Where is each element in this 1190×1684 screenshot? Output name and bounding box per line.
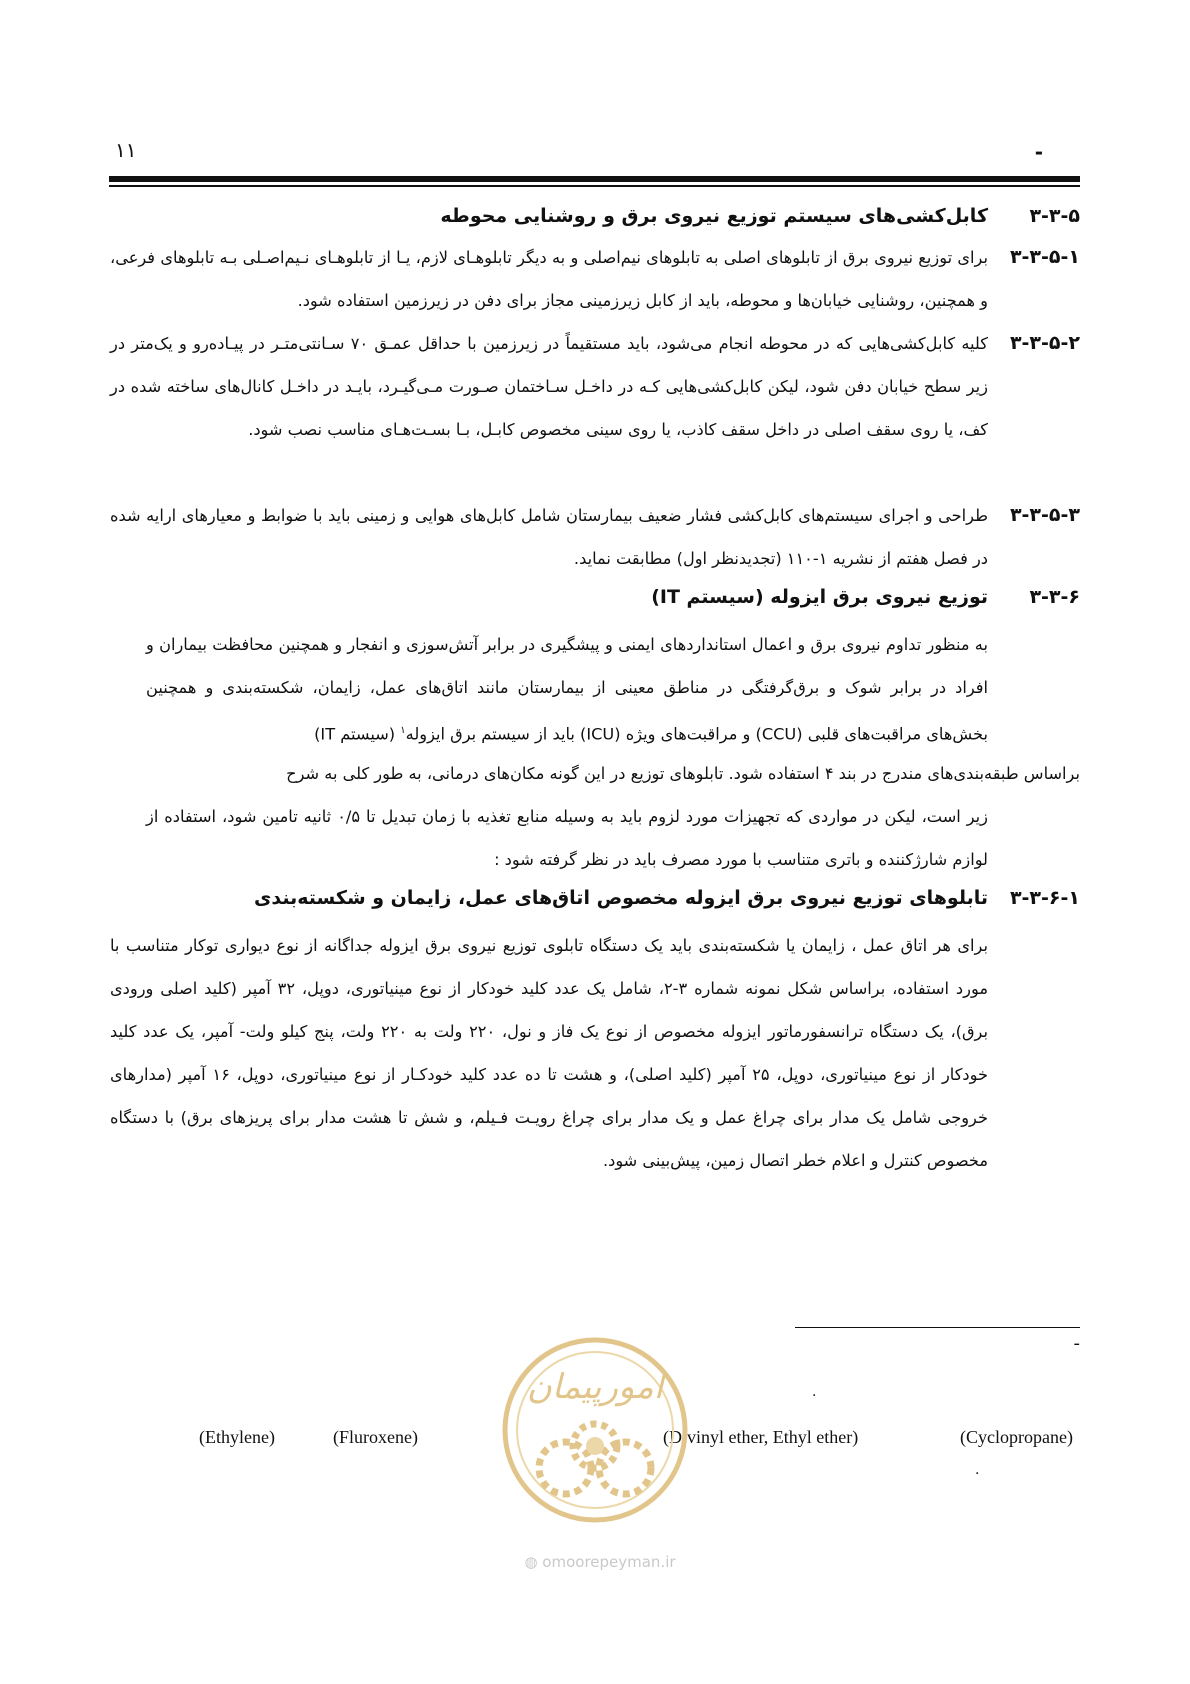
body-text: برای هر اتاق عمل ، زایمان یا شکسته‌بندی باید یک دستگاه تابلوی توزیع نیروی برق ایزوله جداگانه از نوع دیواری توکار متناسب با مورد استفاده، براساس شکل نمونه شماره ۳-۲، شامل یک عدد کلید خودکار از نوع مینیاتوری، دوپل، ۳۲ آمپر (کلید اصلی ورودی برق)، یک دستگاه ترانسفورماتور ایزوله مخصوص از نوع یک فاز و نول، ۲۲۰ ولت به ۲۲۰ ولت، پنج کیلو ولت- آمپر، یک عدد کلید خودکار از نوع مینیاتوری، دوپل، ۲۵ آمپر (کلید اصلی)، و هشت تا ده عدد کلید خودکـار از نوع مینیاتوری، دوپل، ۱۶ آمپر (مدارهای خروجی شامل یک مدار برای چراغ عمل و یک مدار برای چراغ رویـت فـیلم، و شش تا هشت مدار برای پریزهای برق) با دستگاه مخصوص کنترل و اعلام خطر اتصال زمین، پیش‌بینی شود.	[110, 936, 988, 1170]
header-rule-thin	[109, 185, 1080, 187]
section-title: توزیع نیروی برق ایزوله (سیستم IT)	[651, 586, 988, 608]
body-paragraph	[110, 924, 988, 1182]
paragraph-3-3-5-2	[110, 322, 1080, 451]
paragraph-number: ۳-۳-۵-۱	[1009, 246, 1080, 268]
watermark-logo-text: امورپیمان	[526, 1367, 664, 1407]
page-number: ۱۱	[115, 138, 137, 162]
paragraph-number: ۳-۳-۵-۳	[1009, 504, 1080, 526]
intro-text: براساس طبقه‌بندی‌های مندرج در بند ۴ استفاده شود. تابلوهای توزیع در این گونه مکان‌های درمانی، به طور کلی به شرح	[286, 764, 1080, 783]
footnote-rule	[795, 1327, 1080, 1328]
intro-text: به منظور تداوم نیروی برق و اعمال استانداردهای ایمنی و پیشگیری در برابر آتش‌سوزی و انفجار و همچنین محافظت بیماران و افراد در برابر شوک و برق‌گرفتگی در مناطق معینی از بیمارستان مانند اتاق‌های عمل، زایمان، شکسته‌بندی و همچنین بخش‌های مراقبت‌های قلبی (CCU) و مراقبت‌های ویژه (ICU) باید از سیستم برق ایزوله	[146, 635, 988, 744]
watermark-url-text: omoorepeyman.ir	[542, 1553, 676, 1571]
intro-paragraph-wide-line	[110, 752, 1080, 795]
header-dash: -	[1034, 140, 1043, 164]
paragraph-3-3-5-3	[110, 494, 1080, 580]
footnote-ref-fluroxene: (Fluroxene)	[333, 1427, 418, 1447]
intro-paragraph-part2	[146, 795, 988, 881]
footnote-ref-cyclopropane: (Cyclopropane)	[960, 1427, 1073, 1447]
footnote-dash: -	[1073, 1333, 1080, 1354]
paragraph-text: طراحی و اجرای سیستم‌های کابل‌کشی فشار ضعیف بیمارستان شامل کابل‌های هوایی و زمینی باید با ضوابط و معیارهای ارایه شده در فصل هفتم از نشریه ۱-۱۱۰ (تجدیدنظر اول) مطابقت نماید.	[110, 506, 988, 568]
intro-text-it: (سیستم IT)	[314, 724, 396, 744]
intro-paragraph-part1	[146, 623, 988, 755]
section-heading-3-3-6	[110, 580, 1080, 614]
section-number: ۳-۳-۶	[1029, 586, 1080, 608]
footnote-ref-ethylene: (Ethylene)	[199, 1427, 275, 1447]
paragraph-text: کلیه کابل‌کشی‌هایی که در محوطه انجام می‌شود، باید مستقیماً در زیرزمین با حداقل عمـق ۷۰ سـانتی‌متـر در پیـاده‌رو و یک‌متر در زیر سطح خیابان دفن شود، لیکن کابل‌کشی‌هایی کـه در داخـل سـاختمان صـورت مـی‌گیـرد، بایـد در داخـل کانال‌های ساخته شده در کف، یا روی سقف اصلی در داخل سقف کاذب، یا روی سینی مخصوص کابـل، بـا بسـت‌هـای مناسب نصب شود.	[110, 334, 988, 439]
header-rule-thick	[109, 176, 1080, 182]
section-heading-3-3-6-1	[110, 881, 1080, 915]
paragraph-3-3-5-1	[110, 236, 1080, 322]
section-title: کابل‌کشی‌های سیستم توزیع نیروی برق و روشنایی محوطه	[440, 205, 988, 227]
paragraph-number: ۳-۳-۵-۲	[1009, 332, 1080, 354]
section-heading-3-3-5	[110, 199, 1080, 233]
watermark-url: ◍ omoorepeyman.ir	[524, 1553, 676, 1571]
footnote-ref-divinyl-ether: (Divinyl ether, Ethyl ether)	[663, 1427, 859, 1447]
footnote-dot: .	[975, 1462, 980, 1478]
footnote-dot: .	[812, 1384, 817, 1400]
intro-text: زیر است، لیکن در مواردی که تجهیزات مورد لزوم باید به وسیله منابع تغذیه با زمان تبدیل تا ۰/۵ ثانیه تامین شود، استفاده از لوازم شارژکننده و باتری متناسب با مورد مصرف باید در نظر گرفته شود :	[146, 807, 988, 869]
section-title: تابلوهای توزیع نیروی برق ایزوله مخصوص اتاق‌های عمل، زایمان و شکسته‌بندی	[254, 887, 988, 909]
paragraph-text: برای توزیع نیروی برق از تابلوهای اصلی به تابلوهای نیم‌اصلی و به دیگر تابلوهـای لازم، یـا از تابلوهـای نـیم‌اصـلی بـه تابلوهای فرعی، و همچنین، روشنایی خیابان‌ها و محوطه، باید از کابل زیرزمینی مجاز برای دفن در زیرزمین استفاده شود.	[110, 248, 988, 310]
section-number: ۳-۳-۵	[1029, 205, 1080, 227]
section-number: ۳-۳-۶-۱	[1009, 887, 1080, 909]
watermark-seal-icon	[495, 1318, 695, 1548]
footnote-marker: ۱	[400, 725, 406, 736]
